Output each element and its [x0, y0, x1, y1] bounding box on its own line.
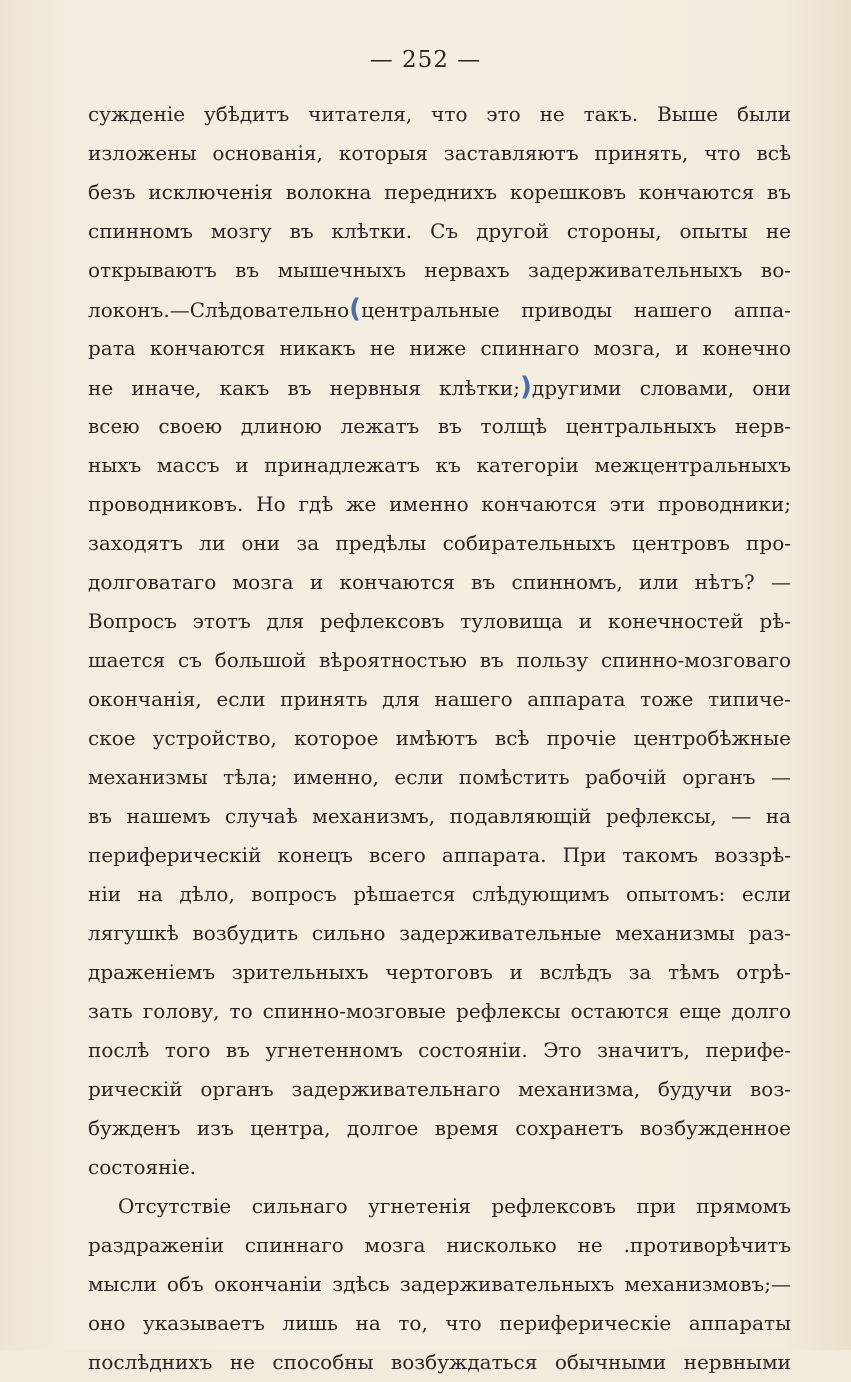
text-line: спинномъ мозгу въ клѣтки. Съ другой стороны, опыты не [88, 219, 791, 243]
text-line: въ нашемъ случаѣ механизмъ, подавляющій рефлексы, — на [88, 804, 791, 828]
text-segment: локонъ.—Слѣдовательно [88, 298, 350, 322]
text-line: рата кончаются никакъ не ниже спиннаго мозга, и конечно [88, 336, 791, 360]
text-line: окончанія, если принять для нашего аппарата тоже типиче- [88, 687, 791, 711]
text-line: ское устройство, которое имѣютъ всѣ прочіе центробѣжные [88, 726, 791, 750]
text-line: механизмы тѣла; именно, если помѣстить рабочій органъ — [88, 765, 791, 789]
text-segment: центральные приводы нашего аппа- [361, 298, 791, 322]
paragraph [88, 95, 791, 1187]
text-line: ныхъ массъ и принадлежатъ къ категоріи межцентральныхъ [88, 453, 791, 477]
text-line: драженіемъ зрительныхъ чертоговъ и вслѣдъ за тѣмъ отрѣ- [88, 960, 791, 984]
text-line: оно указываетъ лишь на то, что периферическіе аппараты [88, 1311, 791, 1335]
text-line: сужденіе убѣдитъ читателя, что это не такъ. Выше были [88, 102, 791, 126]
text-line: лягушкѣ возбудить сильно задерживательные механизмы раз- [88, 921, 791, 945]
text-line: безъ исключенія волокна переднихъ корешковъ кончаются въ [88, 180, 791, 204]
text-line: раздраженіи спиннаго мозга нисколько не .противорѣчитъ [88, 1233, 791, 1257]
text-line [88, 368, 791, 407]
text-line: проводниковъ. Но гдѣ же именно кончаются эти проводники; [88, 492, 791, 516]
text-line: шается съ большой вѣроятностью въ пользу спинно-мозговаго [88, 648, 791, 672]
text-line: открываютъ въ мышечныхъ нервахъ задерживательныхъ во- [88, 258, 791, 282]
text-segment: не иначе, какъ въ нервныя клѣтки; [88, 376, 520, 400]
text-line: состояніе. [88, 1155, 197, 1179]
paragraph [88, 1187, 791, 1382]
text-line: изложены основанія, которыя заставляютъ принять, что всѣ [88, 141, 791, 165]
page-number: — 252 — [369, 47, 482, 73]
text-line: Отсутствіе сильнаго угнетенія рефлексовъ при прямомъ [118, 1194, 791, 1218]
text-segment: другими словами, они [531, 376, 791, 400]
text-line: долговатаго мозга и кончаются въ спинномъ, или нѣтъ? — [88, 570, 791, 594]
text-line: послѣ того въ угнетенномъ состояніи. Это значитъ, перифе- [88, 1038, 791, 1062]
text-line: бужденъ изъ центра, долгое время сохранетъ возбужденное [88, 1116, 791, 1140]
body-text [88, 95, 791, 1382]
text-line: послѣднихъ не способны возбуждаться обычными нервными [88, 1350, 791, 1374]
text-line: Вопросъ этотъ для рефлексовъ туловища и конечностей рѣ- [88, 609, 791, 633]
pencil-bracket-mark: ) [519, 372, 532, 402]
text-line: зать голову, то спинно-мозговые рефлексы остаются еще долго [88, 999, 791, 1023]
text-line: всею своею длиною лежатъ въ толщѣ центральныхъ нерв- [88, 414, 791, 438]
text-line: заходятъ ли они за предѣлы собирательныхъ центровъ про- [88, 531, 791, 555]
text-line: мысли объ окончаніи здѣсь задерживательныхъ механизмовъ;— [88, 1272, 791, 1296]
pencil-bracket-mark: ( [349, 294, 362, 324]
text-line [88, 290, 791, 329]
text-line: рическій органъ задерживательнаго механизма, будучи воз- [88, 1077, 791, 1101]
text-line: периферическій конецъ всего аппарата. При такомъ воззрѣ- [88, 843, 791, 867]
text-line: ніи на дѣло, вопросъ рѣшается слѣдующимъ опытомъ: если [88, 882, 791, 906]
